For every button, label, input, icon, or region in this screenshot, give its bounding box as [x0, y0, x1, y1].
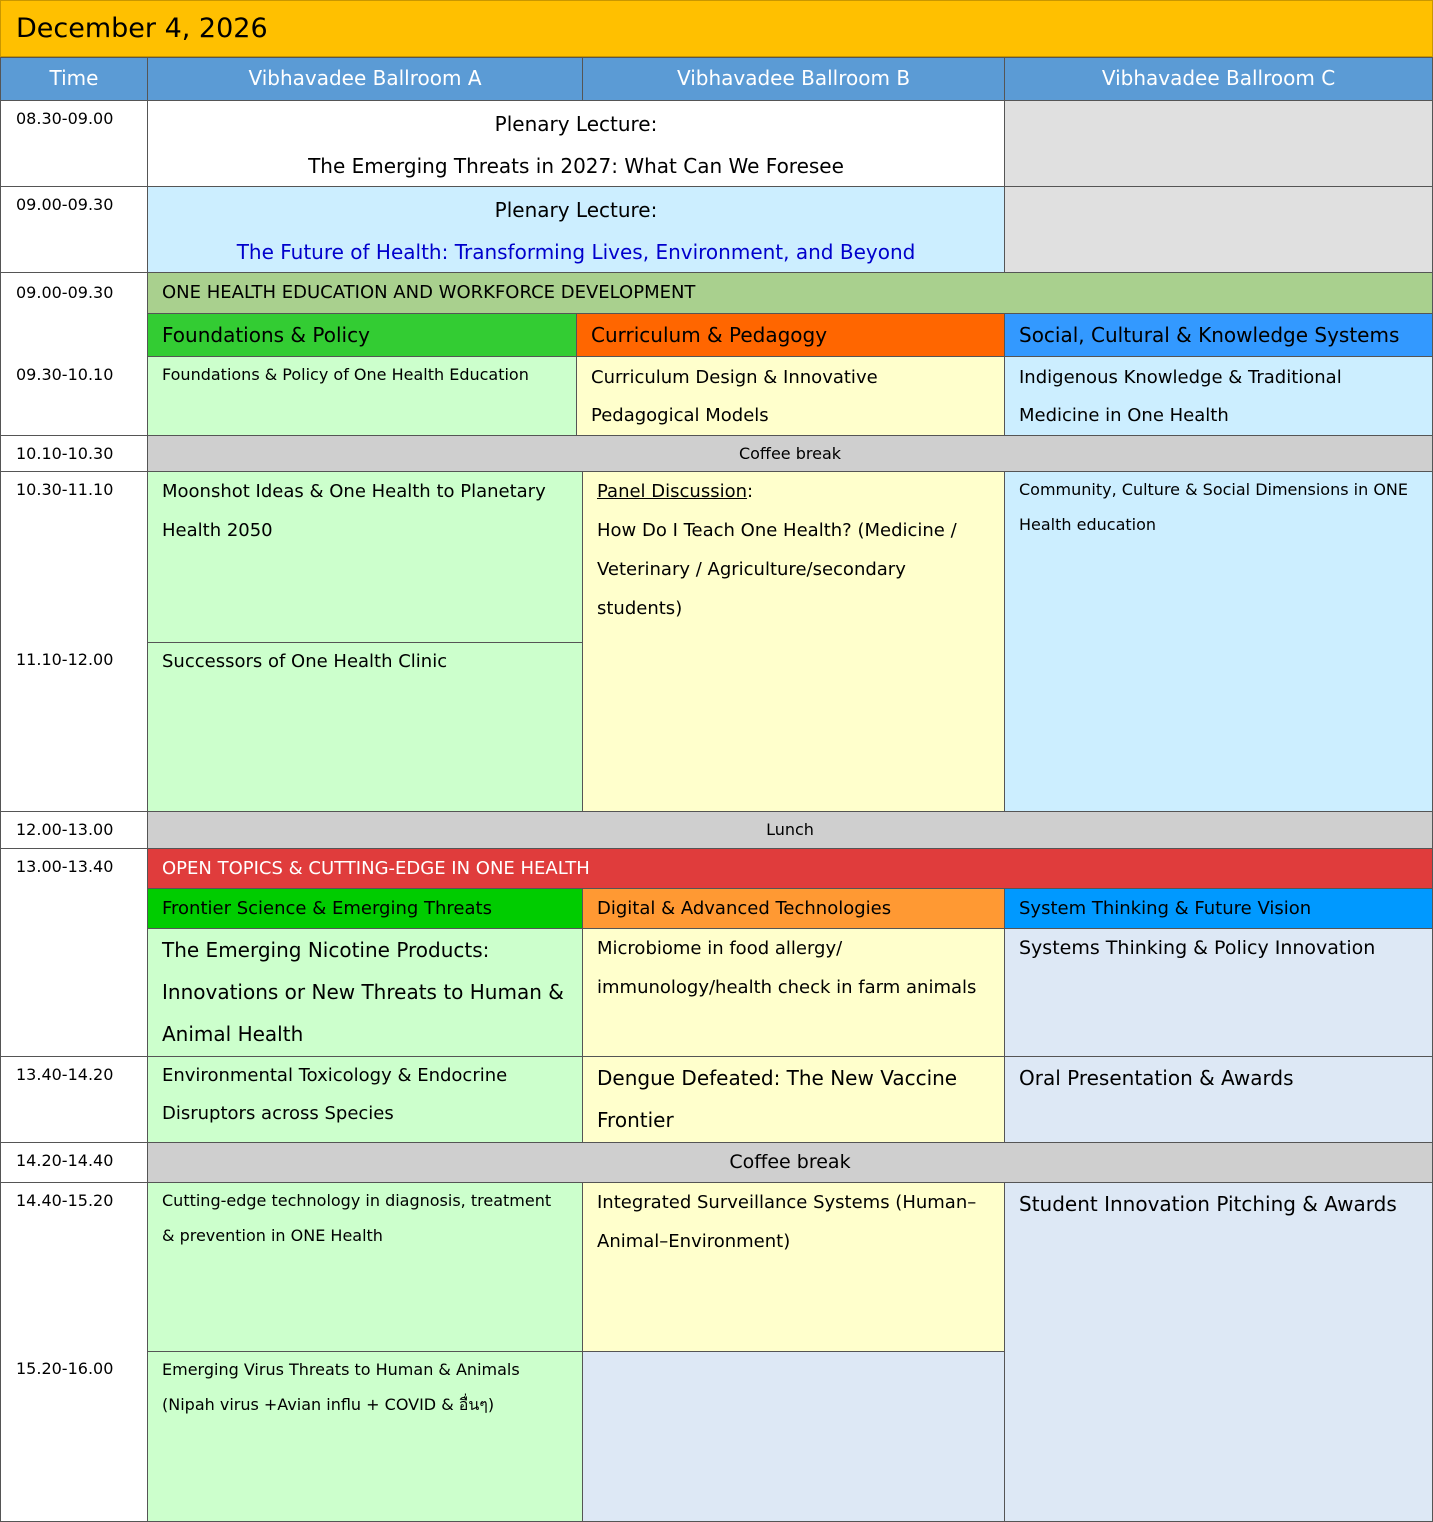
session-cutting-edge-technology: Cutting-edge technology in diagnosis, treatment & prevention in ONE Health: [147, 1182, 583, 1352]
plenary-lecture-1: [147, 100, 1005, 187]
empty-cell-b-1520: [582, 1351, 1005, 1522]
time-1440: 14.40-15.20: [16, 1191, 114, 1210]
plenary-1-title: The Emerging Threats in 2027: What Can We Foresee: [308, 154, 844, 178]
track-2-sub-digital: Digital & Advanced Technologies: [582, 888, 1005, 929]
time-1520: 15.20-16.00: [16, 1359, 114, 1378]
panel-discussion-title: How Do I Teach One Health? (Medicine / Veterinary / Agriculture/secondary students): [597, 520, 957, 619]
plenary-2-title: The Future of Health: Transforming Lives, Environment, and Beyond: [236, 240, 916, 264]
session-community-culture: Community, Culture & Social Dimensions in ONE Health education: [1004, 471, 1433, 812]
time-1300: 13.00-13.40: [0, 848, 148, 1057]
time-block-track1: [0, 272, 148, 436]
time-1340: 13.40-14.20: [0, 1056, 148, 1143]
time-0900-track: 09.00-09.30: [16, 283, 114, 302]
header-room-b: Vibhavadee Ballroom B: [582, 57, 1005, 101]
time-1420: 14.20-14.40: [0, 1142, 148, 1183]
track-2-sub-system: System Thinking & Future Vision: [1004, 888, 1433, 929]
session-student-innovation: Student Innovation Pitching & Awards: [1004, 1182, 1433, 1522]
time-1110: 11.10-12.00: [16, 650, 114, 669]
plenary-lecture-2: [147, 186, 1005, 273]
empty-cell-c-0900: [1004, 186, 1433, 273]
time-1010: 10.10-10.30: [0, 435, 148, 472]
track-1-title: ONE HEALTH EDUCATION AND WORKFORCE DEVELOPMENT: [147, 272, 1433, 314]
session-nicotine-products: The Emerging Nicotine Products: Innovations or New Threats to Human & Animal Health: [147, 928, 583, 1057]
time-0930: 09.30-10.10: [16, 365, 114, 384]
time-1200: 12.00-13.00: [0, 811, 148, 849]
session-panel-discussion: [582, 471, 1005, 812]
time-1030: 10.30-11.10: [16, 480, 114, 499]
session-environmental-toxicology: Environmental Toxicology & Endocrine Disruptors across Species: [147, 1056, 583, 1143]
plenary-1-label: Plenary Lecture:: [494, 112, 658, 136]
header-room-a: Vibhavadee Ballroom A: [147, 57, 583, 101]
session-microbiome: Microbiome in food allergy/ immunology/health check in farm animals: [582, 928, 1005, 1057]
track-1-sub-curriculum: Curriculum & Pedagogy: [576, 313, 1005, 357]
empty-cell-c-0830: [1004, 100, 1433, 187]
coffee-break-1: Coffee break: [147, 435, 1433, 472]
session-systems-thinking: Systems Thinking & Policy Innovation: [1004, 928, 1433, 1057]
header-room-c: Vibhavadee Ballroom C: [1004, 57, 1433, 101]
track-2-title: OPEN TOPICS & CUTTING-EDGE IN ONE HEALTH: [147, 848, 1433, 889]
time-0830: 08.30-09.00: [0, 100, 148, 187]
session-indigenous-knowledge: Indigenous Knowledge & Traditional Medicine in One Health: [1004, 356, 1433, 436]
session-dengue-defeated: Dengue Defeated: The New Vaccine Frontier: [582, 1056, 1005, 1143]
session-successors-clinic: Successors of One Health Clinic: [147, 642, 583, 812]
lunch-break: Lunch: [147, 811, 1433, 849]
track-2-sub-frontier: Frontier Science & Emerging Threats: [147, 888, 583, 929]
coffee-break-2: Coffee break: [147, 1142, 1433, 1183]
time-block-afternoon: [0, 1182, 148, 1522]
session-foundations-policy: Foundations & Policy of One Health Education: [147, 356, 577, 436]
panel-discussion-colon: :: [747, 481, 754, 502]
time-block-morning: [0, 471, 148, 812]
panel-discussion-label: Panel Discussion: [597, 481, 748, 502]
track-1-sub-foundations: Foundations & Policy: [147, 313, 577, 357]
session-emerging-virus-threats: Emerging Virus Threats to Human & Animals (Nipah virus +Avian influ + COVID & อื่นๆ): [147, 1351, 583, 1522]
plenary-2-label: Plenary Lecture:: [494, 198, 658, 222]
session-integrated-surveillance: Integrated Surveillance Systems (Human–Animal–Environment): [582, 1182, 1005, 1352]
session-curriculum-design: Curriculum Design & Innovative Pedagogical Models: [576, 356, 1005, 436]
track-1-sub-social: Social, Cultural & Knowledge Systems: [1004, 313, 1433, 357]
session-oral-presentation: Oral Presentation & Awards: [1004, 1056, 1433, 1143]
time-0900-plenary: 09.00-09.30: [0, 186, 148, 273]
header-time: Time: [0, 57, 148, 101]
session-moonshot-ideas: Moonshot Ideas & One Health to Planetary Health 2050: [147, 471, 583, 643]
date-banner: December 4, 2026: [0, 0, 1433, 57]
